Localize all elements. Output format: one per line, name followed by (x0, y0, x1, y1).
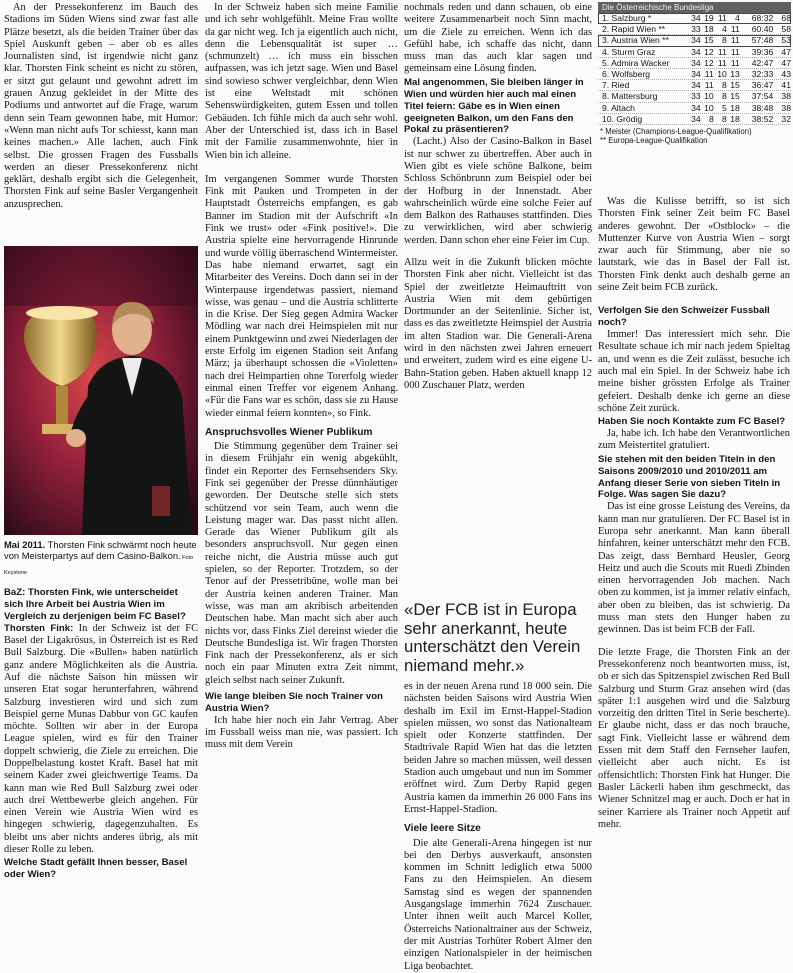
article-column-2 (205, 2, 398, 752)
losses: 4 (735, 13, 740, 23)
answer-text: In der Schweiz ist der FC Basel der Ligakrösus, in Österreich ist es Red Bull Salzburg. Die «Bullen» haben natürlich ganz andere Möglichkeiten als die Austria. Auf die nächste Saison hin müssen wir unseren Etat sogar herunterfahren, während Salzburg investieren wird und sich zum Beispiel gerne Munas Dabbur von GC kaufen möchte. Sollten wir aber in der Europa League spielen, wird es für den Trainer doppelt schwierig, die Ziele zu erreichen. Die Doppelbelastung kostet Kraft. Basel hat mit seinem Kader zwei gleichwertige Teams. Da kann man wie Red Bull Salzburg zwei oder auch drei Wettbewerbe gleich angehen. Für einen Verein wie Austria Wien wird es hingegen schwierig, dagegenzuhalten. Es bleibt uns aber nichts anderes übrig, als mit dieser Rolle zu leben. (4, 622, 198, 856)
table-row (598, 114, 791, 125)
losses: 18 (730, 113, 740, 124)
wins: 8 (708, 113, 714, 124)
photo-thorsten-fink-trophy (4, 246, 198, 535)
goal-difference: 39:36 (751, 46, 774, 57)
team-name: 8. Mattersburg (602, 91, 658, 102)
body-paragraph: Immer! Das interessiert mich sehr. Die Resultate schaue ich mir nach jedem Spieltag an, und wenn es die Zeit zulässt, besuche ich auch mal ein Spiel. In der Schweiz habe ich meine bisher grössten Erfolge als Trainer gefeiert. Deshalb denke ich gerne an diese schöne Zeit zurück. (598, 329, 790, 414)
table-row (598, 47, 791, 58)
losses: 18 (730, 102, 740, 113)
points: 47 (781, 46, 791, 57)
photo-caption (4, 539, 198, 579)
wins: 15 (704, 35, 714, 46)
article-column-1 (4, 2, 198, 211)
games-played: 34 (691, 57, 701, 68)
wins: 18 (704, 24, 714, 35)
body-paragraph: Das ist eine grosse Leistung des Vereins, da kann man nur gratulieren. Der FC Basel ist in Europa sehr anerkannt. Man kann überall hinfahren, keiner unterschätzt mehr den FCB. Das zeigt, dass Bernhard Heusler, Georg Heitz und auch die Scouts mit Ruedi Zbinden einen hervorragenden Job machen. Nach oben zu kommen, ist ja immer relativ einfach, aber oben zu bleiben, das ist schwierig. Da muss man stets den Hunger haben zu gewinnen. Das ist beim FCB der Fall. (598, 501, 790, 636)
table-row (598, 80, 791, 91)
losses: 13 (730, 68, 740, 79)
goal-difference: 60:40 (751, 24, 774, 35)
goal-difference: 36:47 (751, 80, 774, 91)
games-played: 34 (691, 113, 701, 124)
goal-difference: 38:52 (751, 113, 774, 124)
article-column-1-lower (4, 586, 198, 881)
points: 58 (781, 24, 791, 35)
draws: 4 (721, 24, 727, 35)
games-played: 34 (691, 13, 701, 23)
body-paragraph: es in der neuen Arena rund 18 000 sein. Die nächsten beiden Saisons wird Austria Wien deshalb im Exil im Ernst-Happel-Stadion spielen müssen, wo sonst das Nationalteam spielt oder Konzerte stattfinden. Der Stadtrivale Rapid Wien hat das die letzten beiden Jahre so machen müssen, weil dessen Stadion auch umgebaut und nun im Sommer eröffnet wird. Zum Derby Rapid gegen Austria kamen da immerhin 26 000 Fans ins Ernst-Happel-Stadion. (404, 681, 592, 815)
body-paragraph: (Lacht.) Also der Casino-Balkon in Basel ist nur schwer zu übertreffen. Aber auch in Wien gibt es viele schöne Balkone, beim Schloss Schönbrunn zum Beispiel oder bei der Hofburg in der Innenstadt. Aber wahrscheinlich würde eine solche Feier auf dem Balkon des Rathauses stattfinden. Dies zu verwirklichen, wird aber schwierig werden. Dann schon eher eine Feier im Cup. (404, 136, 592, 246)
games-played: 34 (691, 35, 701, 46)
games-played: 34 (691, 102, 701, 113)
body-paragraph: Allzu weit in die Zukunft blicken möchte Thorsten Fink aber nicht. Vielleicht ist das Spiel der zweitletzte Heimauftritt von Austria Wien mit dem gebürtigen Dortmunder an der Seitenlinie. Sicher ist, dass es das zweitletzte Heimspiel der Austria im alten Stadion war. Die Generali-Arena wird in den nächsten zwei Jahren erneuert und erweitert, zudem wird es eine eigene U-Bahn-Station geben. Haben aktuell knapp 12 000 Zuschauer Platz, werden (404, 256, 592, 391)
body-paragraph: Ich habe hier noch ein Jahr Vertrag. Aber im Fussball weiss man nie, was passiert. Ich muss mit dem Verein (205, 714, 398, 751)
goal-difference: 37:54 (751, 91, 774, 102)
losses: 15 (730, 80, 740, 91)
interview-question: Haben Sie noch Kontakte zum FC Basel? (598, 416, 786, 428)
team-name: 3. Austria Wien ** (602, 35, 669, 46)
photo-credit: Foto Keystone (4, 555, 194, 576)
draws: 11 (717, 46, 727, 57)
points: 68 (781, 13, 791, 23)
losses: 11 (730, 57, 740, 68)
team-name: 2. Rapid Wien ** (602, 24, 666, 35)
table-row (598, 35, 791, 46)
goal-difference: 68:32 (751, 13, 774, 23)
losses: 15 (730, 91, 740, 102)
article-column-3 (404, 2, 592, 392)
table-row (598, 103, 791, 114)
goal-difference: 42:47 (751, 57, 774, 68)
wins: 10 (704, 91, 714, 102)
legend-champion: * Meister (Champions-League-Qualifikation) (600, 126, 752, 136)
team-name: 7. Ried (602, 80, 630, 91)
body-paragraph: Ja, habe ich. Ich habe den Verantwortlichen zum Meistertitel gratuliert. (598, 428, 790, 452)
draws: 11 (717, 57, 727, 68)
wins: 12 (704, 46, 714, 57)
table-row (598, 91, 791, 102)
wins: 12 (704, 57, 714, 68)
team-name: 5. Admira Wacker (602, 57, 670, 68)
league-table (598, 2, 791, 146)
draws: 8 (721, 80, 727, 91)
points: 41 (781, 80, 791, 91)
interview-question: BaZ: Thorsten Fink, wie unterscheidet sich Ihre Arbeit bei Austria Wien im Vergleich zu derjenigen beim FC Basel? (4, 587, 186, 622)
points: 53 (781, 35, 791, 46)
losses: 11 (730, 24, 740, 35)
intro-paragraph: An der Pressekonferenz im Bauch des Stadions im Süden Wiens sind zwar fast alle Plätze besetzt, als die beiden Trainer über das Spiel Auskunft geben – aber ob es alles Journalisten sind, ist irgendwie nicht ganz klar. Thorsten Fink scheint es nicht zu stören, er sitzt gut gelaunt und gewohnt adrett im grauen Anzug gekleidet in der Mitte des Podiums und antwortet auf die Frage, warum denn sein Team gewonnen habe, mit Humor: «Wenn man nicht aufs Tor schiesst, kann man keines machen.» Alle lachen, auch Fink selbst. Die grossen Fragen des Fussballs werden an dieser Pressekonferenz nicht geklärt, deshalb ergibt sich die Gelegenheit, Thorsten Fink auf seine Basler Vergangenheit anzusprechen. (4, 2, 198, 210)
subheading: Viele leere Sitze (404, 823, 481, 835)
games-played: 33 (691, 24, 701, 35)
draws: 11 (717, 13, 727, 23)
team-name: 1. Salzburg * (602, 13, 652, 23)
games-played: 34 (691, 68, 701, 79)
league-table-rows (598, 13, 791, 125)
team-name: 10. Grödig (602, 113, 643, 124)
legend-europa: ** Europa-League-Qualifikation (600, 136, 708, 146)
wins: 11 (704, 68, 714, 79)
goal-difference: 38:48 (751, 102, 774, 113)
league-table-title: Die Österreichische Bundesliga (598, 2, 791, 13)
losses: 11 (730, 46, 740, 57)
goal-difference: 32:33 (751, 68, 774, 79)
points: 38 (781, 102, 791, 113)
body-paragraph: Im vergangenen Sommer wurde Thorsten Fink mit Pauken und Trompeten in der Hauptstadt Österreichs empfangen, es gab Banner im Stadion mit der Aufschrift «In Fink we trust» oder «Fink positive!». Die Austria spielte eine hervorragende Hinrunde und wurde völlig überraschend Wintermeister. Das habe niemand erwartet, sagt ein Mitarbeiter des Vereins. Doch dann sei in der Winterpause irgendetwas passiert, niemand wisse, was genau – und die Austria schlitterte in die Krise. Der Sieg gegen Admira Wacker Mödling war nach drei Heimspielen mit nur einem Punktgewinn und zwei Niederlagen der erste Erfolg im eigenen Stadion seit Anfang März; ja überhaupt schossen die «Violetten» nach drei Heimpartien ohne Torerfolg wieder einmal einen Treffer vor eigenem Anhang. «Für die Fans war es schön, dass sie zu Hause wieder einmal feiern konnten», so Fink. (205, 173, 398, 419)
interview-question: Mal angenommen, Sie bleiben länger in Wien und würden hier auch mal einen Titel feiern: Gäbe es in Wien einen geeigneten Balkon, um den Fans den Pokal zu präsentieren? (404, 76, 584, 136)
draws: 8 (721, 113, 727, 124)
games-played: 34 (691, 80, 701, 91)
table-legend (598, 127, 791, 146)
table-row (598, 24, 791, 35)
wins: 11 (704, 80, 714, 91)
goal-difference: 57:48 (751, 35, 774, 46)
games-played: 33 (691, 91, 701, 102)
body-paragraph: Was die Kulisse betrifft, so ist sich Thorsten Fink seiner Zeit beim FC Basel anderes gewohnt. Der «Ostblock» – die Muttenzer Kurve von Austria Wien – sorgt zwar auch für Stimmung, aber nie so lautstark, wie das in Basel der Fall ist. Thorsten Fink denkt auch deshalb gerne an seine Zeit beim FCB zurück. (598, 196, 790, 294)
pull-quote: «Der FCB ist in Europa sehr anerkannt, heute unterschätzt den Verein niemand mehr.» (404, 600, 581, 675)
draws: 10 (717, 68, 727, 79)
subheading: Anspruchsvolles Wiener Publikum (205, 426, 373, 438)
body-paragraph: Die letzte Frage, die Thorsten Fink an der Pressekonferenz noch beantworten muss, ist, ob er sich das Spitzenspiel zwischen Red Bull Salzburg und Sturm Graz ansehen wird (das später 1:1 ausgehen wird und die Salzburg vorzeitig den dritten Titel in Serie bescherte). Er glaube nicht, dass er das noch brauche, sagt Fink. Vielleicht lasse er während dem Essen mit dem Staff den Fernseher laufen, vielleicht aber auch nicht. Es ist offensichtlich: Thorsten Fink hat Hunger. Die Basler Läckerli haben ihm geschmeckt, das Wiener Schnitzel mag er auch. Doch er hat in seiner Karriere als Trainer noch Appetit auf mehr. (598, 646, 790, 830)
interview-question: Welche Stadt gefällt Ihnen besser, Basel oder Wien? (4, 857, 188, 881)
team-name: 9. Altach (602, 102, 635, 113)
article-column-3-lower (404, 681, 592, 973)
interview-question: Verfolgen Sie den Schweizer Fussball noch? (598, 305, 770, 329)
draws: 8 (721, 35, 727, 46)
games-played: 34 (691, 46, 701, 57)
team-name: 6. Wolfsberg (602, 68, 651, 79)
points: 47 (781, 57, 791, 68)
wins: 10 (704, 102, 714, 113)
caption-text: Thorsten Fink schwärmt noch heute von Meisterpartys auf dem Casino-Balkon. (4, 539, 197, 562)
body-paragraph: nochmals reden und dann schauen, ob eine weitere Zusammenarbeit noch Sinn macht, um die Ziele zu erreichen. Wenn ich das Gefühl habe, ich schaffe das nicht, dann muss man das auch klar sagen und gemeinsam eine Lösung finden. (404, 2, 592, 75)
body-paragraph: In der Schweiz haben sich meine Familie und ich sehr wohlgefühlt. Meine Frau wollte da gar nicht weg. Ich ja eigentlich auch nicht, denn die Lebensqualität ist super … (schmunzelt) … ich muss ein bisschen aufpassen, was ich jetzt sage. Wien und Basel sind sowieso schwer vergleichbar, denn Wien ist eine Weltstadt mit schönen Sehenswürdigkeiten, gutem Essen und tollen Gebäuden. Ich fühle mich da auch sehr wohl. Aber der Unterschied ist, dass ich in Basel mit der Familie zusammenwohnte, hier in Wien bin ich alleine. (205, 2, 398, 161)
article-column-4 (598, 196, 790, 831)
points: 32 (781, 113, 791, 124)
points: 38 (781, 91, 791, 102)
table-row (598, 13, 791, 24)
draws: 8 (721, 91, 727, 102)
body-paragraph: Die Stimmung gegenüber dem Trainer sei in diesem Frühjahr ein wenig abgekühlt, findet ein Reporter des Fernsehsenders Sky. Fink sei gegenüber der Presse dünnhäutiger geworden. Der Deutsche stelle sich stets schützend vor sein Team, auch wenn die Leistung mager war. Das passt nicht allen. Gerade das Wiener Publikum gilt als besonders anspruchsvoll. Nur gegen einen reiche nicht, die Austria müsse auch gut spielen, so der Reporter. Trotzdem, so der Tenor auf der Pressetribüne, wolle man bei der Austria keinen anderen Trainer. Man wisse, was man am akribisch arbeitenden Deutschen habe. Man macht sich aber auch nichts vor, dass Finks Ziel dereinst wieder die Deutsche Bundesliga ist. Wir fragen Thorsten Fink nach der Pressekonferenz, als er sich noch ein paar Minuten extra Zeit nimmt, gleich selbst nach seiner Zukunft. (205, 441, 398, 686)
body-paragraph: Die alte Generali-Arena hingegen ist nur bei den Derbys ausverkauft, ansonsten kommen im Schnitt lediglich etwa 5000 Fans zu den Heimspielen. An diesem Samstag sind es wegen der spannenden Ausgangslage immerhin 7624 Zuschauer. Unter ihnen weilt auch Marcel Koller, Österreichs Nationaltrainer aus der Schweiz, der mit Austrias Torhüter Robert Almer den einzigen Nationalspieler in der heimischen Liga beobachtet. (404, 837, 592, 972)
team-name: 4. Sturm Graz (602, 46, 656, 57)
points: 43 (781, 68, 791, 79)
table-row (598, 69, 791, 80)
losses: 11 (730, 35, 740, 46)
caption-lead: Mai 2011. (4, 539, 46, 550)
draws: 5 (721, 102, 727, 113)
interview-question: Wie lange bleiben Sie noch Trainer von Austria Wien? (205, 691, 383, 714)
answer-speaker: Thorsten Fink: (4, 622, 74, 634)
interview-question: Sie stehen mit den beiden Titeln in den Saisons 2009/2010 und 2010/2011 am Anfang dieser Serie von sieben Titeln in Folge. Was sagen Sie dazu? (598, 453, 781, 501)
photo-image (4, 246, 198, 535)
table-row (598, 58, 791, 69)
wins: 19 (704, 13, 714, 23)
